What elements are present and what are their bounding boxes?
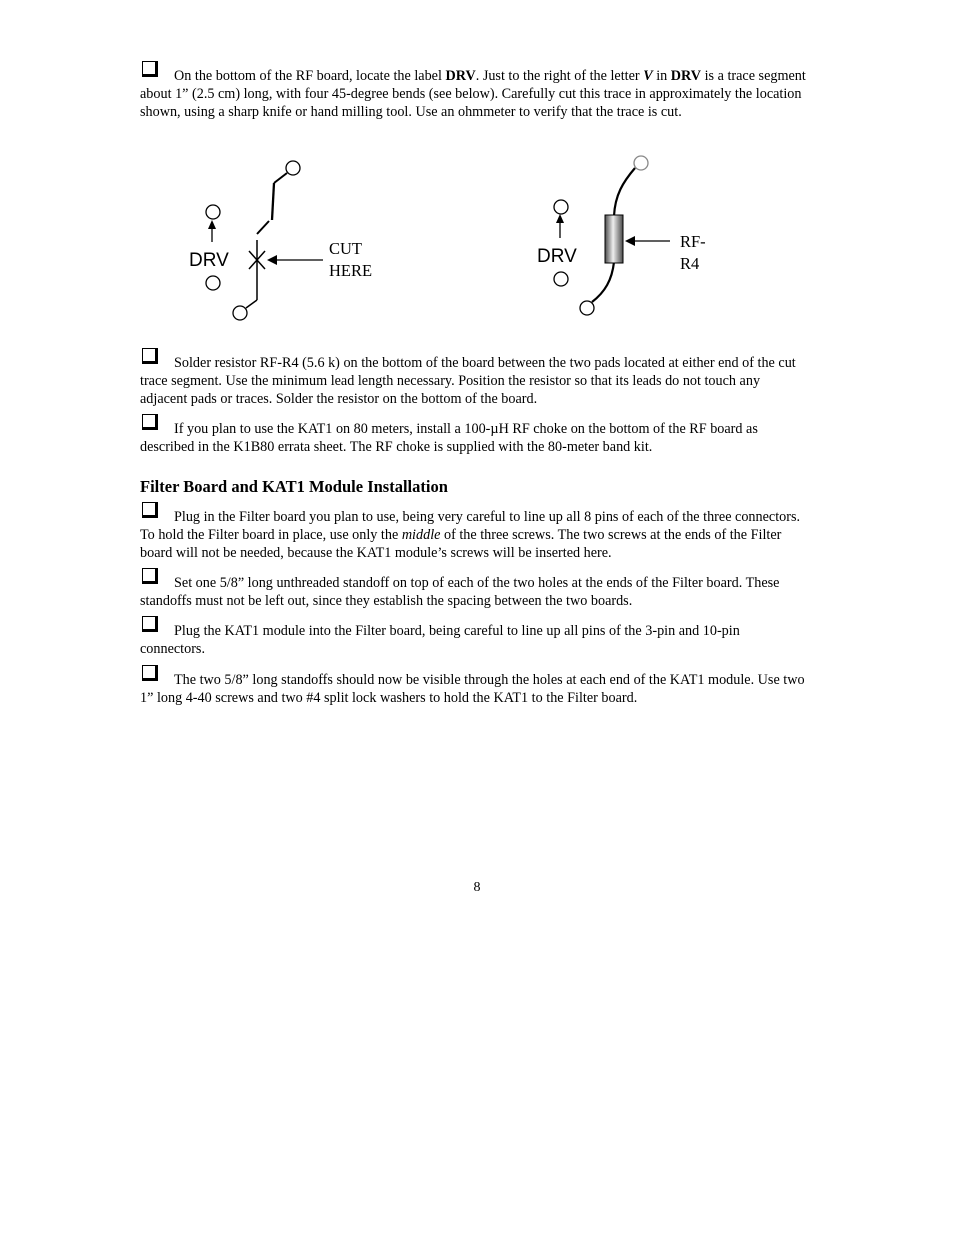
step-text bbox=[140, 507, 808, 562]
checkbox[interactable] bbox=[140, 66, 162, 82]
drv-pad-bottom bbox=[206, 276, 220, 290]
text-segment: of the three screws. The two screws at the ends of the Filter board will not be needed, because the KAT1 module’s screws will be inserted here. bbox=[140, 526, 782, 561]
step-text bbox=[140, 670, 808, 708]
instruction-step-solder-resistor bbox=[140, 353, 808, 408]
callout-line2: HERE bbox=[329, 261, 373, 280]
checkbox[interactable] bbox=[140, 621, 162, 637]
text-segment: Set one 5/8” long unthreaded standoff on top of each of the two holes at the ends of the Filter board. These standoffs must not be left out, since they establish the spacing between the two boards. bbox=[140, 575, 780, 609]
checkbox[interactable] bbox=[140, 353, 162, 369]
resistor-lead-top bbox=[614, 168, 635, 216]
resistor-pad-bottom bbox=[580, 301, 594, 315]
text-segment: V bbox=[643, 68, 653, 84]
instruction-step-set-standoffs bbox=[140, 573, 808, 611]
trace-segment bbox=[257, 221, 269, 234]
trace-segment bbox=[246, 300, 257, 308]
text-segment: is a trace segment about 1” (2.5 cm) long, with four 45-degree bends (see below). Carefully cut this trace in approximately the location shown, using a sharp knife or hand milling tool. Use an ohmmeter to verify that the trace is cut. bbox=[140, 68, 806, 120]
trace-segment bbox=[274, 173, 287, 183]
checkbox[interactable] bbox=[140, 573, 162, 589]
drv-label: DRV bbox=[537, 246, 577, 267]
trace-segment bbox=[272, 183, 274, 220]
step-text bbox=[140, 66, 808, 121]
step-text bbox=[140, 621, 808, 659]
figure-trace-cut bbox=[185, 150, 373, 330]
step-text bbox=[140, 353, 808, 408]
text-segment: On the bottom of the RF board, locate the label bbox=[174, 68, 446, 84]
text-segment: in bbox=[652, 68, 671, 84]
resistor-diagram bbox=[535, 150, 685, 330]
text-segment: Plug the KAT1 module into the Filter board, being careful to line up all pins of the 3-pin and 10-pin connectors. bbox=[140, 623, 740, 657]
instruction-step-screws bbox=[140, 670, 808, 708]
resistor-lead-bottom bbox=[592, 262, 614, 302]
pointer-arrowhead bbox=[556, 214, 564, 223]
step-text bbox=[140, 573, 808, 611]
instruction-step-plug-filter-board bbox=[140, 507, 808, 562]
text-segment: . Just to the right of the letter bbox=[475, 68, 644, 84]
callout-line1: CUT bbox=[329, 239, 362, 258]
checkbox[interactable] bbox=[140, 419, 162, 435]
text-segment: Plug in the Filter board you plan to use, being very careful to line up all 8 pins of each of the three connectors. To hold the Filter board in place, use only the bbox=[140, 509, 801, 543]
checkbox[interactable] bbox=[140, 507, 162, 523]
step-text bbox=[140, 419, 808, 457]
trace-pad-top bbox=[286, 161, 300, 175]
callout-arrowhead bbox=[625, 236, 635, 246]
resistor-body-icon bbox=[605, 215, 623, 263]
text-segment: The two 5/8” long standoffs should now be visible through the holes at each end of the KAT1 module. Use two 1” long 4-40 screws and two #4 split lock washers to hold the KAT1 to the Filter board. bbox=[140, 672, 805, 706]
text-segment: middle bbox=[401, 526, 441, 543]
trace-pad-bottom bbox=[233, 306, 247, 320]
pointer-arrowhead bbox=[208, 220, 216, 229]
drv-pad-top bbox=[206, 205, 220, 219]
text-segment: Solder resistor RF-R4 (5.6 k) on the bottom of the board between the two pads located at either end of the cut trace segment. Use the minimum lead length necessary. Position the resistor so that its leads do not touch any adjacent pads or traces. Solder the resistor on the bottom of the board. bbox=[140, 355, 796, 407]
figure-resistor-installed bbox=[535, 150, 706, 330]
page-number: 8 bbox=[473, 880, 481, 895]
text-segment: DRV bbox=[670, 68, 702, 84]
rf-r4-label: RF-R4 bbox=[680, 232, 706, 273]
trace-diagram bbox=[185, 150, 335, 330]
resistor-pad-top bbox=[634, 156, 648, 170]
instruction-step-cut-trace bbox=[140, 66, 808, 121]
drv-label: DRV bbox=[189, 250, 229, 271]
text-segment: DRV bbox=[445, 68, 476, 84]
drv-pad-top bbox=[554, 200, 568, 214]
drv-pad-bottom bbox=[554, 272, 568, 286]
instruction-step-rf-choke bbox=[140, 419, 808, 457]
instruction-step-plug-kat1 bbox=[140, 621, 808, 659]
section-heading: Filter Board and KAT1 Module Installation bbox=[140, 477, 448, 496]
callout-arrowhead bbox=[267, 255, 277, 265]
cut-here-label bbox=[329, 238, 372, 282]
text-segment: If you plan to use the KAT1 on 80 meters, install a 100-µH RF choke on the bottom of the RF board as described in the K1B80 errata sheet. The RF choke is supplied with the 80-meter band kit. bbox=[140, 421, 758, 455]
checkbox[interactable] bbox=[140, 670, 162, 686]
